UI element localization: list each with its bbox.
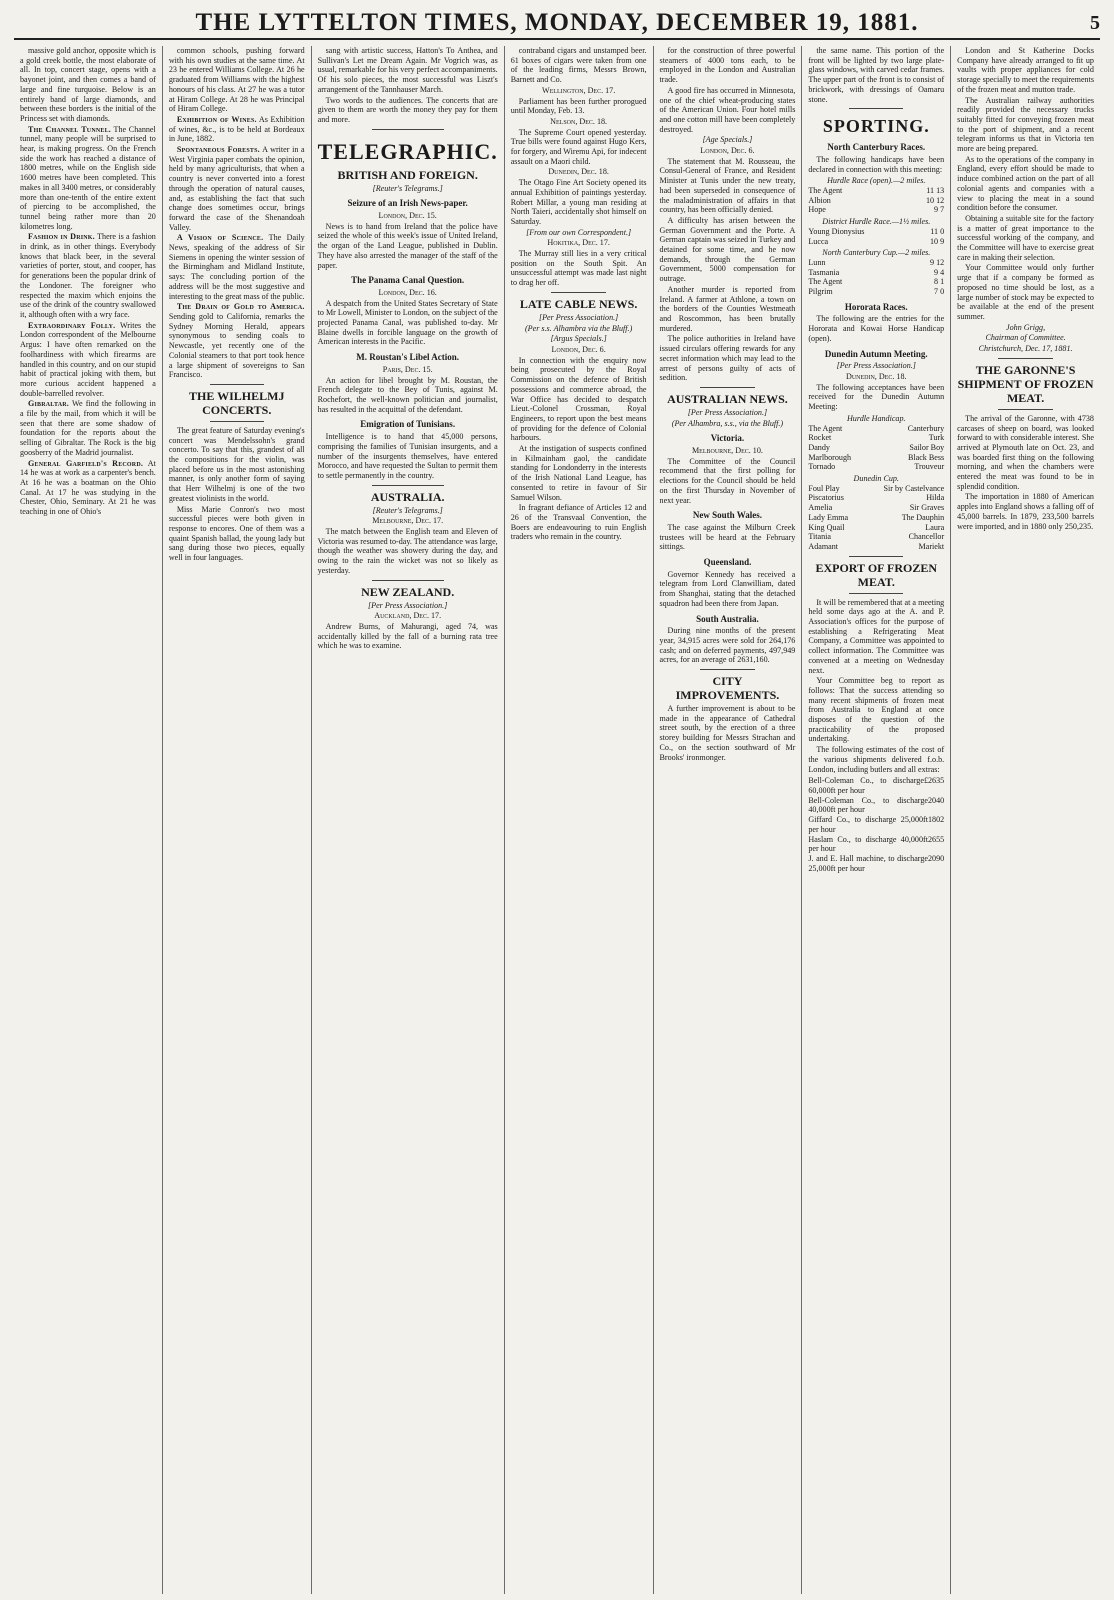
article-lead: The Channel Tunnel. bbox=[28, 124, 112, 134]
article-paragraph: contraband cigars and unstamped beer. 61 boxes of cigars were taken from one of the leading firms, Messrs Brown, Barnett and Co. bbox=[510, 46, 647, 85]
dateline: London, Dec. 6. bbox=[551, 344, 606, 354]
article-paragraph: Your Committee beg to report as follows: That the success attending so many recent shipments of frozen meat from Australia to England at once disposes of the question of the practicability of the proposed undertaking. bbox=[808, 676, 945, 744]
article-paragraph: The match between the English team and Eleven of Victoria was resumed to-day. The attendance was large, though the weather was showery during the day, and owing to the rain the wicket was not so likely as yesterday. bbox=[317, 527, 498, 575]
signature: John Grigg, bbox=[1006, 322, 1046, 332]
article-paragraph: common schools, pushing forward with his own studies at the same time. At 23 he entered Williams College. At 26 he graduated from Williams with the highest honours of his class. At 27 he was a tutor at Hiram College. At 28 he was Principal of Hiram College. bbox=[168, 46, 305, 114]
article-lead: Spontaneous Forests. bbox=[176, 145, 260, 155]
dateline: Dunedin, Dec. 18. bbox=[548, 167, 609, 177]
race-entry: The Agent 11 13 bbox=[808, 186, 945, 196]
dateline: London, Dec. 16. bbox=[378, 287, 437, 297]
article-paragraph: The arrival of the Garonne, with 4738 carcases of sheep on board, was looked forward to with considerable interest. She arrived at Plymouth late on Oct. 23, and was boarded first thing on the following morning, and when the chambers were entered the meat was found to be in splendid condition. bbox=[957, 413, 1094, 491]
article-lead: Fashion in Drink. bbox=[28, 232, 95, 242]
article-paragraph: Your Committee would only further urge that if a company be formed as proposed no time should be lost, as a large number of stock may be expected to be available at the end of the present summer. bbox=[957, 263, 1094, 321]
article-paragraph: It will be remembered that at a meeting held some days ago at the A. and P. Association's offices for the purpose of establishing a Refrigerating Meat Company, a Committee was appointed to collect information. The Committee was convened at a meeting on Wednesday next. bbox=[808, 597, 945, 675]
article-paragraph: Obtaining a suitable site for the factory is a matter of great importance to the successful working of the company, and the Committee will have to exercise great care in making their selection. bbox=[957, 213, 1094, 262]
race-heading: District Hurdle Race.—1½ miles. bbox=[822, 217, 931, 227]
article-paragraph: Fashion in Drink. There is a fashion in drink, as in other things. Everybody knows that black beer, in the several varieties of porter, stout, and cooper, has for generations been the popular drink of the Londoner. The foreigner who respected the maxim which enjoins the use of the drink of the country swallowed it, although often with a wry face. bbox=[20, 232, 156, 319]
race-entry: Young Dionysius 11 0 bbox=[808, 226, 945, 236]
article-paragraph: A difficulty has arisen between the German Government and the Porte. A German captain was seized in Turkey and detained for some time, and he now demands, through the German Government, 5000 compensation for outrage. bbox=[659, 215, 796, 284]
section-rule bbox=[998, 409, 1053, 410]
cost-row: Giffard Co., to discharge 25,000ft per hour 1802 bbox=[808, 815, 945, 834]
page-number: 5 bbox=[1090, 11, 1100, 34]
section-heading: LATE CABLE NEWS. bbox=[519, 296, 638, 311]
race-heading: Dunedin Cup. bbox=[853, 474, 899, 484]
dateline: London, Dec. 6. bbox=[700, 146, 755, 156]
wire-source: [Reuter's Telegrams.] bbox=[372, 183, 443, 193]
dateline: Auckland, Dec. 17. bbox=[374, 611, 442, 621]
article-paragraph: sang with artistic success, Hatton's To Anthea, and Sullivan's Let me Dream Again. Mr Vogrich was, as usual, remarkable for his very perfect accompaniments. Of his solo pieces, the most successful was Liszt's arrangement of the Tannhauser March. bbox=[317, 46, 498, 94]
race-entry: Tasmania 9 4 bbox=[808, 267, 945, 277]
article-paragraph: the same name. This portion of the front will be lighted by two large plate-glass windows, with carved cedar frames. The upper part of the front is to consist of brickwork, with dressings of Oamaru stone. bbox=[808, 46, 945, 104]
article-paragraph: Andrew Burns, of Mahurangi, aged 74, was accidentally killed by the fall of a burning rata tree which he was to examine. bbox=[317, 621, 498, 651]
section-heading: THE GARONNE'S SHIPMENT OF FROZEN MEAT. bbox=[957, 362, 1094, 405]
article-heading: Seizure of an Irish News-paper. bbox=[347, 198, 468, 209]
article-paragraph: At the instigation of suspects confined in Kilmainham gaol, the candidate standing for Londonderry in the interests of the Irish National Land League, has consented to retire in favour of Sir Samuel Wilson. bbox=[510, 444, 647, 502]
race-entry: Amelia Sir Graves bbox=[808, 503, 945, 513]
wire-source: [Per Press Association.] bbox=[367, 600, 448, 610]
dateline: Paris, Dec. 15. bbox=[382, 364, 433, 374]
column-grid bbox=[14, 46, 1100, 1594]
article-paragraph: A Vision of Science. The Daily News, speaking of the address of Sir Siemens in opening the winter session of the Birmingham and Midland Institute, says: The concluding portion of the address will be the most suggestive and interesting to the great mass of the public. bbox=[168, 233, 305, 301]
column-6 bbox=[802, 46, 951, 1594]
race-entry: King Quail Laura bbox=[808, 522, 945, 532]
article-paragraph: As to the operations of the company in England, every effort should be made to induce combined action on the part of all colonial agents and companies with a view to placing the meat in a sound condition before the consumer. bbox=[957, 154, 1094, 213]
race-entry: Lady Emma The Dauphin bbox=[808, 512, 945, 522]
article-paragraph: A good fire has occurred in Minnesota, one of the chief wheat-producing states of the American Union. Four hotel mills and one cotton mill have been completely destroyed. bbox=[659, 85, 796, 134]
column-7 bbox=[951, 46, 1100, 1594]
race-entry: Titania Chancellor bbox=[808, 532, 945, 542]
article-heading: Hororata Races. bbox=[844, 301, 908, 312]
article-paragraph: A further improvement is about to be made in the appearance of Cathedral street south, by the erection of a three storey building for Messrs Strachan and Co., on the section southward of Mr Brooks' ironmonger. bbox=[659, 704, 796, 762]
article-heading: New South Wales. bbox=[692, 510, 762, 521]
article-lead: The Drain of Gold to America. bbox=[176, 302, 305, 312]
article-paragraph: The Drain of Gold to America. Sending gold to California, remarks the Sydney Morning Herald, appears synonymous to sending coals to Newcastle, yet recently one of the Colonial steamers to that port took hence a large shipment of sovereigns to San Francisco. bbox=[168, 302, 305, 380]
column-4 bbox=[505, 46, 654, 1594]
article-paragraph: The Australian railway authorities readily provided the necessary trucks suitably fitted for conveying frozen meat to the port of shipment, and a recent telegram informs us that in Victoria ten more are being prepared. bbox=[957, 95, 1094, 154]
article-heading: Emigration of Tunisians. bbox=[360, 419, 456, 430]
race-entry: Hope 9 7 bbox=[808, 205, 945, 215]
section-rule bbox=[849, 593, 903, 594]
race-entry: Foul Play Sir by Castelvance bbox=[808, 483, 945, 493]
dateline: Hokitika, Dec. 17. bbox=[547, 238, 610, 248]
article-heading: Queensland. bbox=[703, 557, 752, 568]
article-heading: The Panama Canal Question. bbox=[351, 275, 465, 286]
cost-estimates bbox=[808, 776, 944, 873]
section-heading: THE WILHELMJ CONCERTS. bbox=[188, 388, 285, 417]
race-entry: Lucca 10 9 bbox=[808, 236, 945, 246]
article-heading: North Canterbury Races. bbox=[827, 142, 926, 153]
section-rule bbox=[210, 421, 264, 422]
article-paragraph: Extraordinary Folly. Writes the London correspondent of the Melbourne Argus: I have often remarked on the foolhardiness with which firearms are handled in this country, and on our stupid habit of practical joking with them, but more curious accident happened a double-barrelled revolver. bbox=[20, 320, 156, 398]
race-entry: Adamant Mariekt bbox=[808, 541, 945, 551]
article-paragraph: The Otago Fine Art Society opened its annual Exhibition of paintings yesterday. Robert Millar, a young man residing at North Taieri, accidentally shot himself on Saturday. bbox=[510, 178, 647, 226]
article-paragraph: The following are the entries for the Hororata and Kowai Horse Handicap (open). bbox=[808, 314, 945, 343]
section-heading: CITY IMPROVEMENTS. bbox=[675, 674, 780, 703]
section-rule bbox=[700, 669, 754, 670]
signature-title: Chairman of Committee. bbox=[985, 333, 1066, 343]
race-entry: Albion 10 12 bbox=[808, 195, 945, 205]
article-paragraph: massive gold anchor, opposite which is a gold creek bottle, the most elaborate of all. In top, concert stage, opens with a bayonet joint, and then comes a band of large and fine turquoise. Below is an entirely band of large diamonds, and between these borders is the initial of the Princess set with diamonds. bbox=[20, 46, 156, 123]
article-paragraph: The Supreme Court opened yesterday. True bills were found against Hugo Kers, for forgery, and Wiremu Api, for indecent assault on a Maori child. bbox=[510, 127, 647, 166]
article-paragraph: Gibraltar. We find the following in a file by the mail, from which it will be seen that there are some shadow of foundation for the reports about the selling of Gibraltar. The Rock is the big goosberry of the Madrid journalist. bbox=[20, 399, 156, 457]
article-paragraph: The following handicaps have been declared in connection with this meeting: bbox=[808, 154, 945, 174]
wire-source: (Per s.s. Alhambra via the Bluff.) bbox=[524, 323, 633, 333]
column-3 bbox=[312, 46, 505, 1594]
article-heading: Victoria. bbox=[710, 433, 745, 444]
article-paragraph: The statement that M. Rousseau, the Consul-General of France, and Resident Minister at Tunis under the new treaty, had been superseded in consequence of the maladministration of affairs in that country, has been officially denied. bbox=[659, 156, 796, 215]
article-paragraph: An action for libel brought by M. Roustan, the French delegate to the Bey of Tunis, against M. Rochefort, the well-known politician and journalist, has resulted in the acquittal of the defendant. bbox=[317, 375, 498, 414]
section-rule bbox=[998, 358, 1053, 359]
article-paragraph: The case against the Milburn Creek trustees will be heard at the February sittings. bbox=[659, 522, 796, 552]
masthead bbox=[14, 8, 1100, 40]
section-heading: BRITISH AND FOREIGN. bbox=[337, 167, 478, 182]
dateline: Melbourne, Dec. 10. bbox=[691, 446, 763, 456]
article-paragraph: The Committee of the Council recommend that the first polling for elections for the Council should be held on the first Thursday in November of next year. bbox=[659, 456, 796, 505]
article-paragraph: In fragrant defiance of Articles 12 and 26 of the Transvaal Convention, the Boers are endeavouring to ruin English traders who remain in the country. bbox=[510, 503, 647, 542]
race-entry: Lunn 9 12 bbox=[808, 257, 945, 267]
article-lead: Extraordinary Folly. bbox=[28, 320, 116, 330]
article-paragraph: News is to hand from Ireland that the police have seized the whole of this week's issue of United Ireland, the organ of the Land League, published in Dublin. They have also arrested the manager of the staff of the paper. bbox=[317, 221, 498, 270]
wire-source: (Per Alhambra, s.s., via the Bluff.) bbox=[671, 418, 784, 428]
section-heading: AUSTRALIAN NEWS. bbox=[667, 391, 788, 406]
section-rule bbox=[372, 129, 444, 130]
article-paragraph: The Murray still lies in a very critical position on the South Spit. An unsuccessful attempt was made last night to drag her off. bbox=[510, 249, 647, 288]
race-entry: Rocket Turk bbox=[808, 433, 945, 443]
article-lead: General Garfield's Record. bbox=[28, 458, 144, 468]
article-paragraph: During nine months of the present year, 34,915 acres were sold for 264,176 cash; and on deferred payments, 497,949 acres, for an average of 2631,160. bbox=[659, 626, 796, 665]
section-rule bbox=[372, 580, 444, 581]
dateline: Nelson, Dec. 18. bbox=[550, 116, 608, 126]
race-entry: Pilgrim 7 0 bbox=[808, 287, 945, 297]
wire-source: [Reuter's Telegrams.] bbox=[372, 505, 443, 515]
wire-source: [Per Press Association.] bbox=[836, 361, 916, 371]
telegraphic-banner: TELEGRAPHIC. bbox=[317, 138, 498, 164]
wire-source: [From our own Correspondent.] bbox=[526, 227, 632, 237]
article-paragraph: The great feature of Saturday evening's concert was Mendelssohn's grand concerto. To say that this, grandest of all the compositions for the violin, was placed before us in the most astonishing manner, is only another form of saying that Herr Wilhelmj is one of the two greatest violinists in the world. bbox=[168, 425, 305, 503]
article-heading: M. Roustan's Libel Action. bbox=[356, 352, 460, 363]
race-entries bbox=[808, 414, 944, 552]
wire-source: [Per Press Association.] bbox=[687, 407, 768, 417]
section-rule bbox=[700, 387, 754, 388]
section-heading: NEW ZEALAND. bbox=[361, 584, 455, 599]
article-lead: Gibraltar. bbox=[28, 399, 69, 409]
article-paragraph: The following acceptances have been received for the Dunedin Autumn Meeting: bbox=[808, 382, 945, 412]
cost-row: Bell-Coleman Co., to discharge 60,000ft per hour £2635 bbox=[808, 776, 945, 795]
section-rule bbox=[210, 384, 264, 385]
section-rule bbox=[551, 292, 605, 293]
race-entry: The Agent Canterbury bbox=[808, 423, 945, 433]
section-heading: AUSTRALIA. bbox=[370, 489, 445, 504]
article-paragraph: Intelligence is to hand that 45,000 persons, comprising the families of Tunisian insurgents, and a number of the insurgents themselves, have entered Morocco, and have requested the Sultan to permit them to settle permanently in the country. bbox=[317, 432, 498, 480]
article-paragraph: Exhibition of Wines. As Exhibition of wines, &c., is to be held at Bordeaux in June, 1882. bbox=[168, 114, 305, 144]
article-lead: Exhibition of Wines. bbox=[176, 114, 257, 124]
race-entries bbox=[808, 176, 944, 296]
article-paragraph: A despatch from the United States Secretary of State to Mr Lowell, Minister to London, on the subject of the projected Panama Canal, was published to-day. Mr Blaine dwells in forcible language on the growth of American interests in the Pacific. bbox=[317, 298, 498, 347]
signature-date: Christchurch, Dec. 17, 1881. bbox=[978, 344, 1073, 354]
article-paragraph: Spontaneous Forests. A writer in a West Virginia paper combats the opinion, held by many agriculturists, that when a country is never converted into a forest through the operation of natural causes, and, as establishing the fact that such change does sometimes occur, brings forward the case of the Shenandoah Valley. bbox=[168, 145, 305, 232]
cost-row: Bell-Coleman Co., to discharge 40,000ft per hour 2040 bbox=[808, 795, 945, 815]
section-rule bbox=[372, 485, 444, 486]
article-paragraph: London and St Katherine Docks Company have already arranged to fit up vaults with proper appliances for cold storage specially to meet the requirements of the frozen meat and mutton trade. bbox=[957, 46, 1094, 94]
article-lead: A Vision of Science. bbox=[176, 233, 264, 243]
dateline: Melbourne, Dec. 17. bbox=[372, 516, 444, 526]
column-1 bbox=[14, 46, 163, 1594]
article-paragraph: In connection with the enquiry now being prosecuted by the Royal Commission on the defence of British possessions and commerce abroad, the War Office has decided to despatch Lieut.-Colonel Crossman, Royal Engineers, to report upon the best means of providing for the defence of Colonial harbours. bbox=[510, 355, 647, 443]
race-entry: Dandy Sailor Boy bbox=[808, 442, 945, 452]
dateline: London, Dec. 15. bbox=[378, 211, 437, 221]
wire-source: [Age Specials.] bbox=[702, 135, 753, 145]
article-paragraph: for the construction of three powerful steamers of 4000 tons each, to be employed in the London and Australian trade. bbox=[659, 46, 796, 85]
article-paragraph: Two words to the audiences. The concerts that are given to them are worth the money they pay for them and more. bbox=[317, 95, 498, 124]
race-heading: Hurdle Handicap. bbox=[846, 413, 906, 423]
dateline: Wellington, Dec. 17. bbox=[542, 85, 616, 95]
race-entry: Piscatorius Hilda bbox=[808, 493, 945, 503]
section-rule bbox=[849, 556, 903, 557]
article-heading: South Australia. bbox=[696, 613, 759, 624]
cost-row: Haslam Co., to discharge 40,000ft per hour 2655 bbox=[808, 834, 945, 854]
race-entry: The Agent 8 1 bbox=[808, 277, 945, 287]
article-paragraph: General Garfield's Record. At 14 he was at work as a carpenter's bench. At 16 he was a boatman on the Ohio Canal. At 17 he was studying in the Chester, Ohio, Seminary. At 21 he was teaching in one of Ohio's bbox=[20, 458, 156, 517]
article-paragraph: Parliament has been further prorogued until Monday, Feb. 13. bbox=[510, 96, 647, 116]
dateline: Dunedin, Dec. 18. bbox=[845, 371, 907, 381]
race-heading: Hurdle Race (open).—2 miles. bbox=[827, 176, 926, 186]
section-rule bbox=[849, 108, 903, 109]
newspaper-title: THE LYTTELTON TIMES, MONDAY, DECEMBER 19, 1881. bbox=[195, 9, 919, 36]
article-paragraph: The Channel Tunnel. The Channel tunnel, many people will be surprised to hear, is making progress. On the French side the work has reached a distance of 1800 metres, while on the English side 1600 metres have been completed. This makes in all 3400 metres, or considerably more than one-tenth of the entire extent of piercing to be accomplished, the tunnel being rather more than 20 kilometres long. bbox=[20, 124, 156, 231]
article-paragraph: Another murder is reported from Ireland. A farmer at Athlone, a town on the borders of the Counties Westmeath and Roscommon, has been brutally murdered. bbox=[659, 284, 796, 333]
article-heading: Dunedin Autumn Meeting. bbox=[824, 348, 928, 359]
article-paragraph: The following estimates of the cost of the various shipments delivered f.o.b. London, including butlers and all extras: bbox=[808, 745, 945, 774]
section-heading: EXPORT OF FROZEN MEAT. bbox=[815, 560, 938, 589]
article-paragraph: The police authorities in Ireland have issued circulars offering rewards for any secret information which may lead to the arrest of persons guilty of acts of sedition. bbox=[659, 334, 796, 383]
article-paragraph: Governor Kennedy has received a telegram from Lord Clanwilliam, dated from Shanghai, stating that the detached squadron had been there from Japan. bbox=[659, 569, 796, 608]
race-entry: Marlborough Black Bess bbox=[808, 452, 945, 462]
sporting-banner: SPORTING. bbox=[822, 116, 930, 137]
article-paragraph: Miss Marie Conron's two most successful pieces were both given in response to encores. One of them was a quaint Spanish ballad, the young lady but sang during those two pieces, equally well in four languages. bbox=[168, 504, 305, 563]
column-5 bbox=[654, 46, 803, 1594]
article-paragraph: The importation in 1880 of American apples into England shows a falling off of 45,000 barrels. In 1879, 233,500 barrels were imported, and in 1880 only 250,235. bbox=[957, 492, 1094, 531]
wire-source: [Argus Specials.] bbox=[550, 334, 607, 344]
race-heading: North Canterbury Cup.—2 miles. bbox=[822, 248, 931, 258]
race-entry: Tornado Trouveur bbox=[808, 462, 945, 472]
cost-row: J. and E. Hall machine, to discharge 25,000ft per hour 2090 bbox=[808, 853, 945, 873]
wire-source: [Per Press Association.] bbox=[538, 312, 619, 322]
column-2 bbox=[163, 46, 312, 1594]
